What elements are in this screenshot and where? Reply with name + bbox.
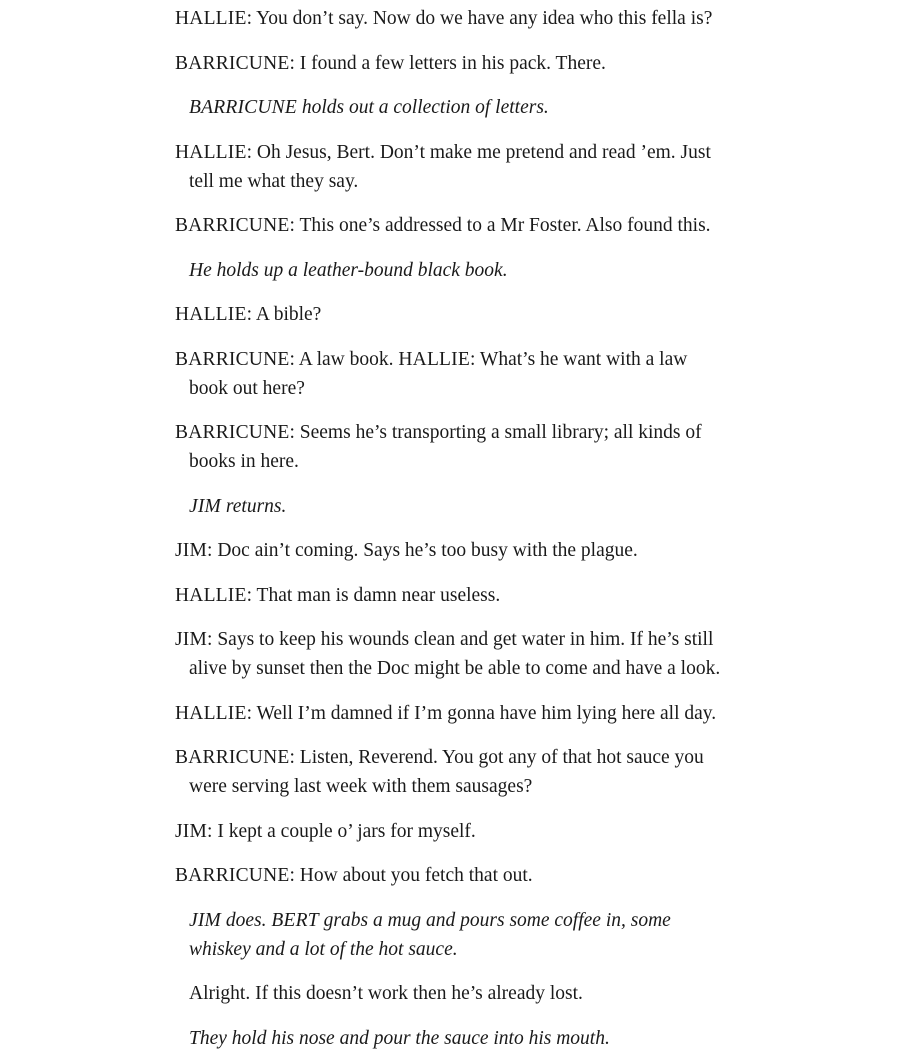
speaker-name-second: HALLIE xyxy=(398,348,470,370)
dialogue-line: BARRICUNE: A law book. HALLIE: What’s he want with a law book out here? xyxy=(175,348,688,399)
dialogue-line: JIM: Doc ain’t coming. Says he’s too busy with the plague. xyxy=(175,540,638,561)
line-text: Oh Jesus, Bert. Don’t make me pretend and read ’em. Just tell me what they say. xyxy=(189,141,711,192)
line-text: Alright. If this doesn’t work then he’s already lost. xyxy=(189,983,583,1004)
line-text: holds out a collection of letters. xyxy=(301,97,549,118)
speaker-name: HALLIE xyxy=(175,141,247,163)
speaker-name: BARRICUNE xyxy=(175,52,290,74)
speaker-name: BARRICUNE xyxy=(175,747,290,768)
speaker-name: HALLIE xyxy=(175,584,247,606)
line-text: That man is damn near useless. xyxy=(256,584,501,606)
speaker-name: HALLIE xyxy=(175,8,247,29)
speaker-name: BARRICUNE xyxy=(189,97,297,118)
dialogue-line: BARRICUNE: Seems he’s transporting a small library; all kinds of books in here. xyxy=(175,422,702,472)
line-text: They hold his nose and pour the sauce into his mouth. xyxy=(189,1027,610,1049)
speaker-name: BARRICUNE xyxy=(175,865,290,886)
dialogue-line: HALLIE: Oh Jesus, Bert. Don’t make me pretend and read ’em. Just tell me what they say. xyxy=(175,141,711,192)
line-text: A bible? xyxy=(255,304,322,325)
line-text: Well I’m damned if I’m gonna have him lying here all day. xyxy=(256,702,717,724)
dialogue-line: HALLIE: A bible? xyxy=(175,304,322,325)
speaker-name: JIM xyxy=(175,540,208,561)
line-text: does. xyxy=(225,909,272,931)
dialogue-line: JIM: Says to keep his wounds clean and get water in him. If he’s still alive by sunset then the Doc might be able to come and have a look. xyxy=(175,629,721,679)
speaker-name: BARRICUNE xyxy=(175,348,290,370)
speaker-name-second: BERT xyxy=(271,909,319,931)
stage-direction xyxy=(175,906,725,964)
stage-direction xyxy=(175,93,725,122)
dialogue-line: JIM: I kept a couple o’ jars for myself. xyxy=(175,820,476,842)
stage-direction xyxy=(175,256,725,285)
line-text: Says to keep his wounds clean and get water in him. If he’s still alive by sunset then the Doc might be able to come and have a look. xyxy=(189,629,721,679)
line-text: This one’s addressed to a Mr Foster. Also found this. xyxy=(299,215,711,236)
line-text: You don’t say. Now do we have any idea who this fella is? xyxy=(256,8,713,29)
line-text-second: What’s he want with a law book out here? xyxy=(189,348,688,399)
stage-direction xyxy=(175,492,725,521)
dialogue-line: HALLIE: You don’t say. Now do we have any idea who this fella is? xyxy=(175,8,713,29)
stage-direction xyxy=(175,1024,725,1053)
line-text: How about you fetch that out. xyxy=(299,865,533,886)
line-text: I kept a couple o’ jars for myself. xyxy=(217,820,476,842)
speaker-name: BARRICUNE xyxy=(175,422,290,443)
dialogue-line: HALLIE: Well I’m damned if I’m gonna have him lying here all day. xyxy=(175,702,717,724)
line-text: He holds up a leather-bound black book. xyxy=(189,259,508,281)
speaker-name: JIM xyxy=(175,820,208,842)
dialogue-line: HALLIE: That man is damn near useless. xyxy=(175,584,501,606)
dialogue-line: BARRICUNE: Listen, Reverend. You got any of that hot sauce you were serving last week with them sausages? xyxy=(175,747,704,797)
speaker-name: HALLIE xyxy=(175,702,247,724)
speaker-name: JIM xyxy=(189,495,221,517)
speaker-name: HALLIE xyxy=(175,304,247,325)
line-text: A law book. xyxy=(298,348,399,370)
dialogue-line: BARRICUNE: How about you fetch that out. xyxy=(175,865,533,886)
dialogue-line: BARRICUNE: This one’s addressed to a Mr Foster. Also found this. xyxy=(175,215,711,236)
line-text: returns. xyxy=(225,495,287,517)
line-text: I found a few letters in his pack. There. xyxy=(299,52,606,74)
dialogue-line: BARRICUNE: I found a few letters in his pack. There. xyxy=(175,52,606,74)
line-text: Doc ain’t coming. Says he’s too busy with the plague. xyxy=(217,540,638,561)
speaker-name: BARRICUNE xyxy=(175,215,290,236)
dialogue-continuation xyxy=(175,979,725,1008)
speaker-name: JIM xyxy=(189,909,221,931)
line-text-second: grabs a mug and pours some coffee in, some whiskey and a lot of the hot sauce. xyxy=(189,909,671,960)
line-text: Seems he’s transporting a small library; all kinds of books in here. xyxy=(189,422,702,472)
speaker-name: JIM xyxy=(175,629,208,650)
line-text: Listen, Reverend. You got any of that hot sauce you were serving last week with them sausages? xyxy=(189,747,704,797)
